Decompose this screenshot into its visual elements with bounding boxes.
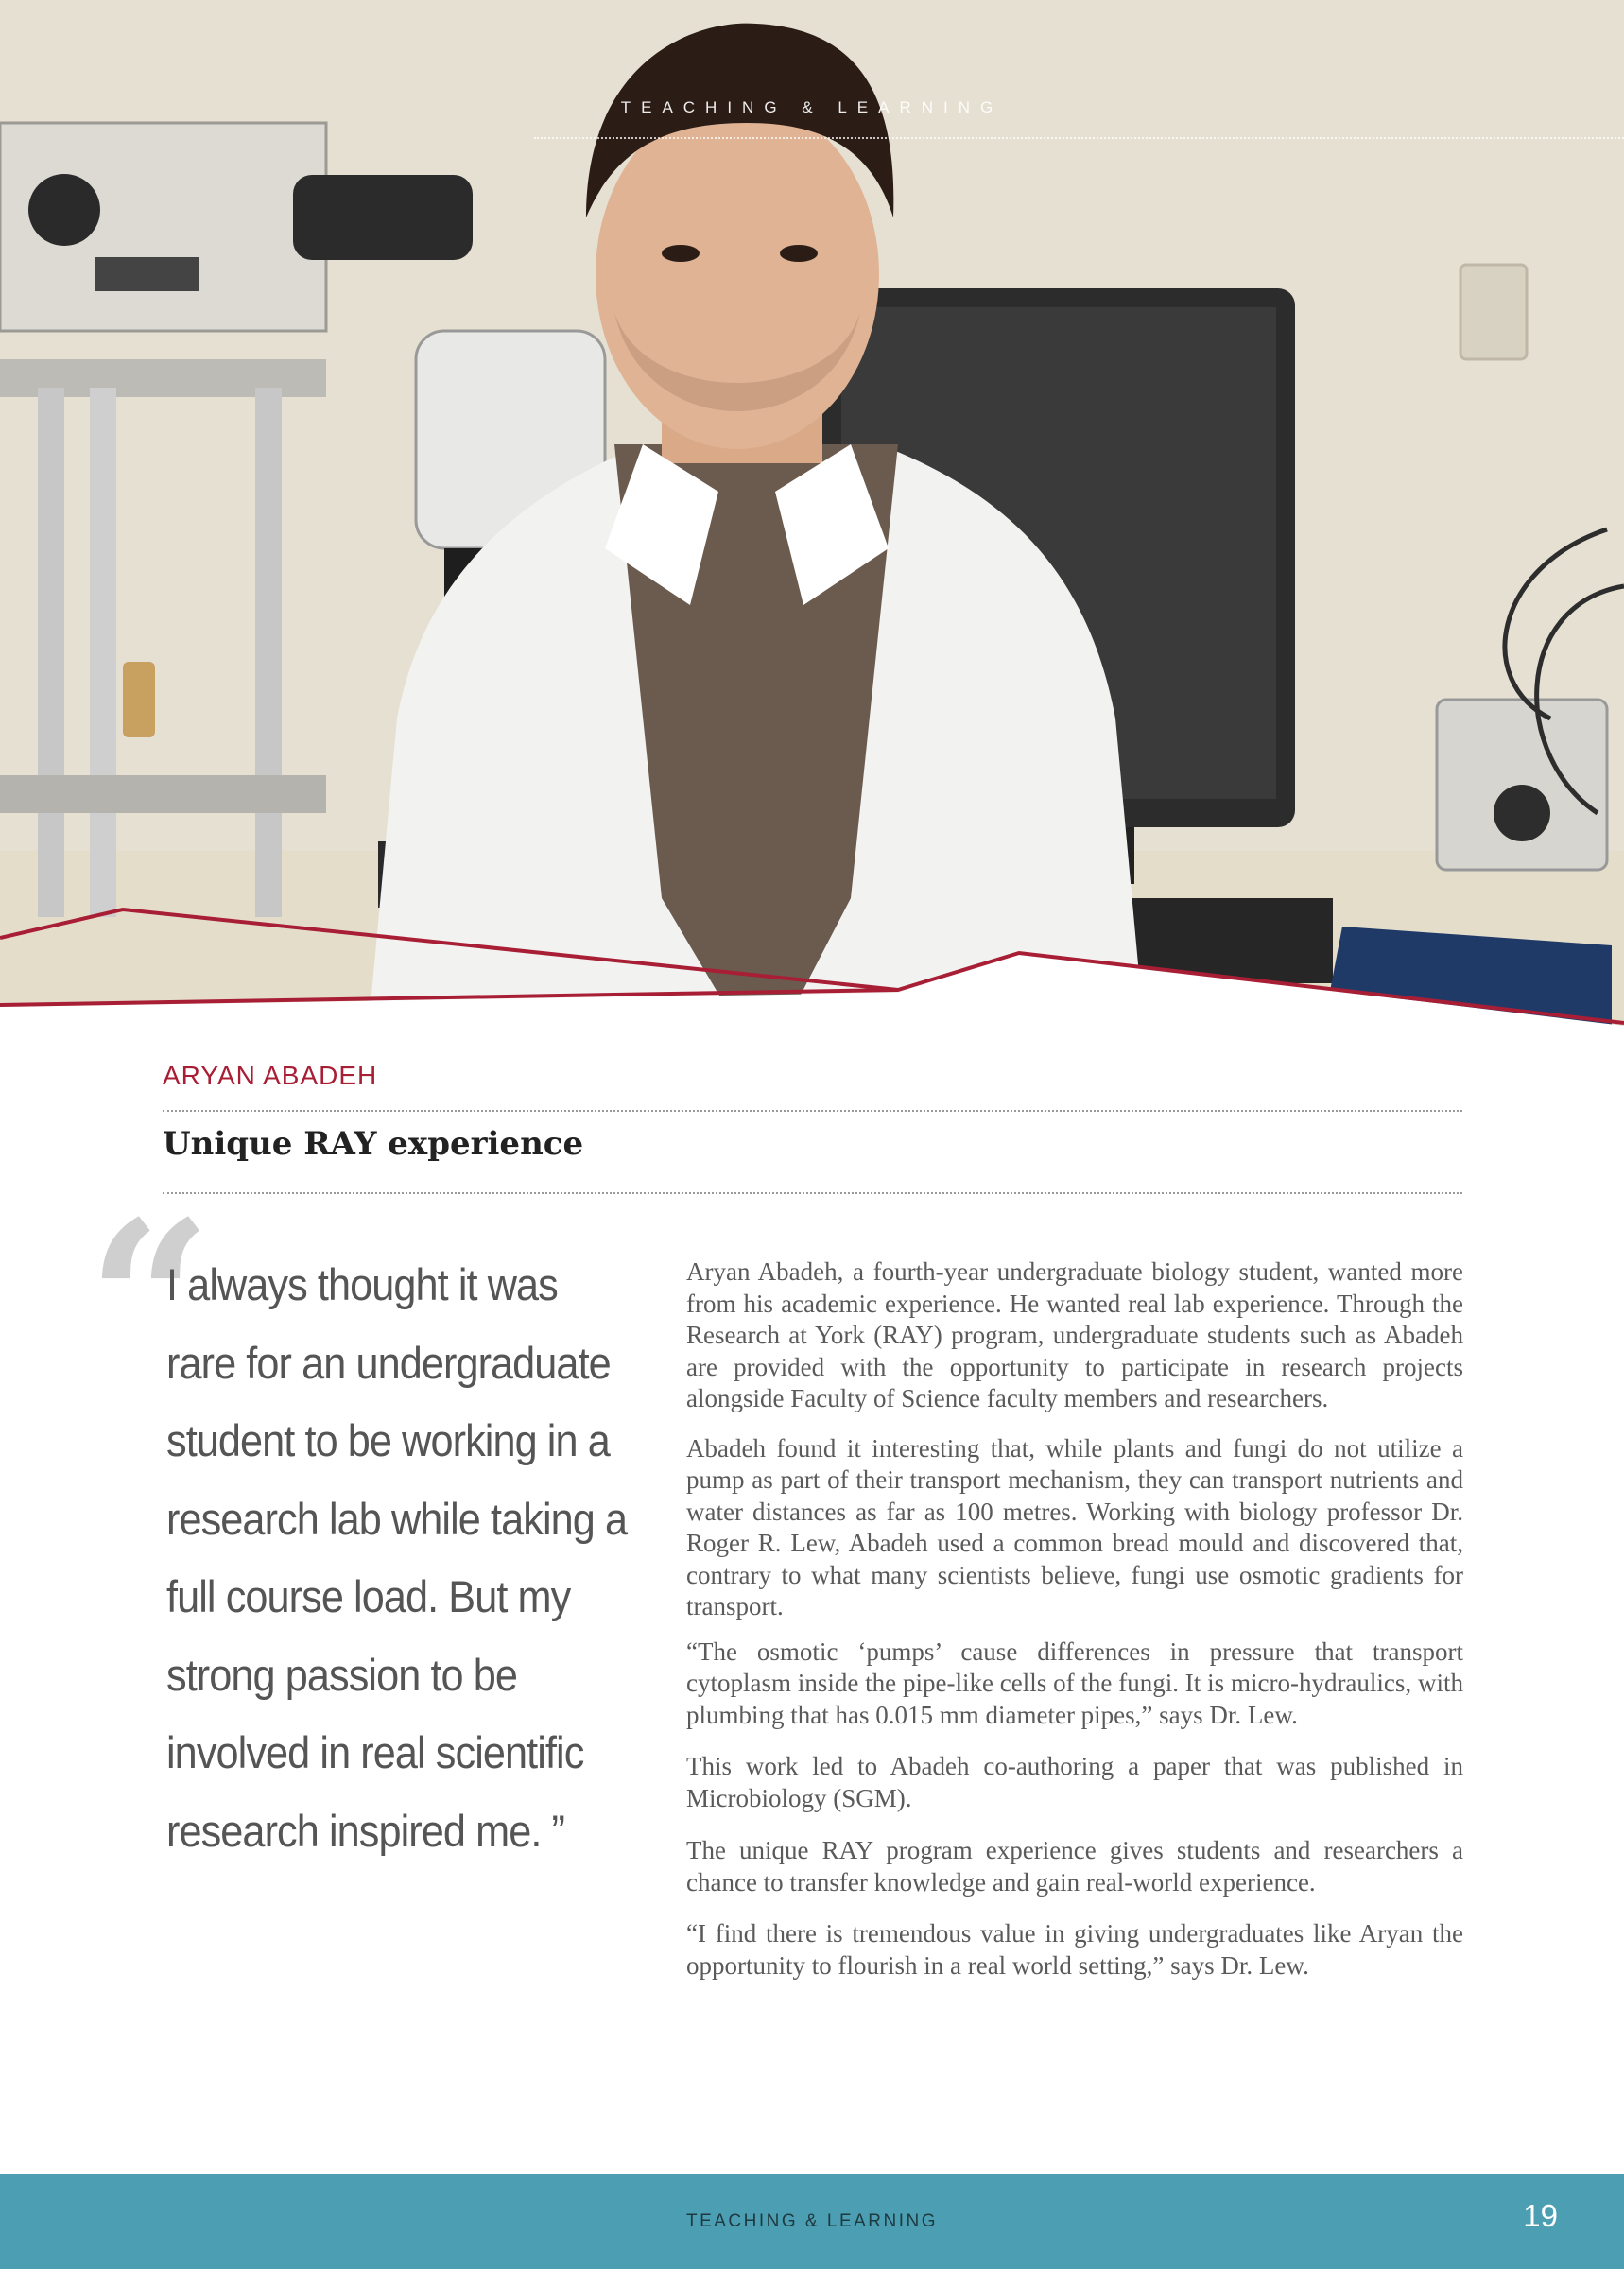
body-paragraph: Aryan Abadeh, a fourth-year undergraduate biology student, wanted more from his academic experience. He wanted real lab experience. Through the Research at York (RAY) program, undergraduate students such as Abadeh are provided with the opportunity to participate in research projects alongside Faculty of Science faculty members and researchers. (686, 1257, 1463, 1412)
body-paragraph: “The osmotic ‘pumps’ cause differences in pressure that transport cytoplasm inside the pipe-like cells of the fungi. It is micro-hydraulics, with plumbing that has 0.015 mm diameter pipes,” says Dr. Lew. (686, 1637, 1463, 1729)
body-paragraph: “I find there is tremendous value in giving undergraduates like Aryan the opportunity to flourish in a real world setting,” says Dr. Lew. (686, 1919, 1463, 1980)
quote-mark-icon: “ (87, 1174, 213, 1429)
article-headline: Unique RAY experience (163, 1125, 584, 1163)
header-dotted-rule (534, 137, 1624, 139)
pull-quote: I always thought it was rare for an undergraduate student to be working in a research lab while taking a full course load. But my strong passion to be involved in real scientific research inspired me. ” (166, 1259, 628, 1856)
body-paragraph: This work led to Abadeh co-authoring a paper that was published in Microbiology (SGM). (686, 1752, 1463, 1812)
body-paragraph: The unique RAY program experience gives students and researchers a chance to transfer knowledge and gain real-world experience. (686, 1836, 1463, 1897)
body-paragraph: Abadeh found it interesting that, while plants and fungi do not utilize a pump as part of their transport mechanism, they can transport nutrients and water distances as far as 100 metres. Working with biology professor Dr. Roger R. Lew, Abadeh used a common bread mould and discovered that, contrary to what many scientists believe, fungi use osmotic gradients for transport. (686, 1433, 1463, 1620)
author-name: ARYAN ABADEH (163, 1061, 378, 1090)
top-dotted-divider (163, 1110, 1462, 1112)
page-number: 19 (1523, 2198, 1558, 2233)
bottom-dotted-divider (163, 1192, 1462, 1194)
footer-section-label: TEACHING & LEARNING (685, 2211, 939, 2231)
page-footer (0, 2174, 1624, 2269)
lab-scene-illustration (0, 0, 1624, 1026)
section-label: TEACHING & LEARNING (620, 98, 1004, 116)
hero-photo (0, 0, 1624, 1026)
article-body (686, 1256, 1463, 1982)
